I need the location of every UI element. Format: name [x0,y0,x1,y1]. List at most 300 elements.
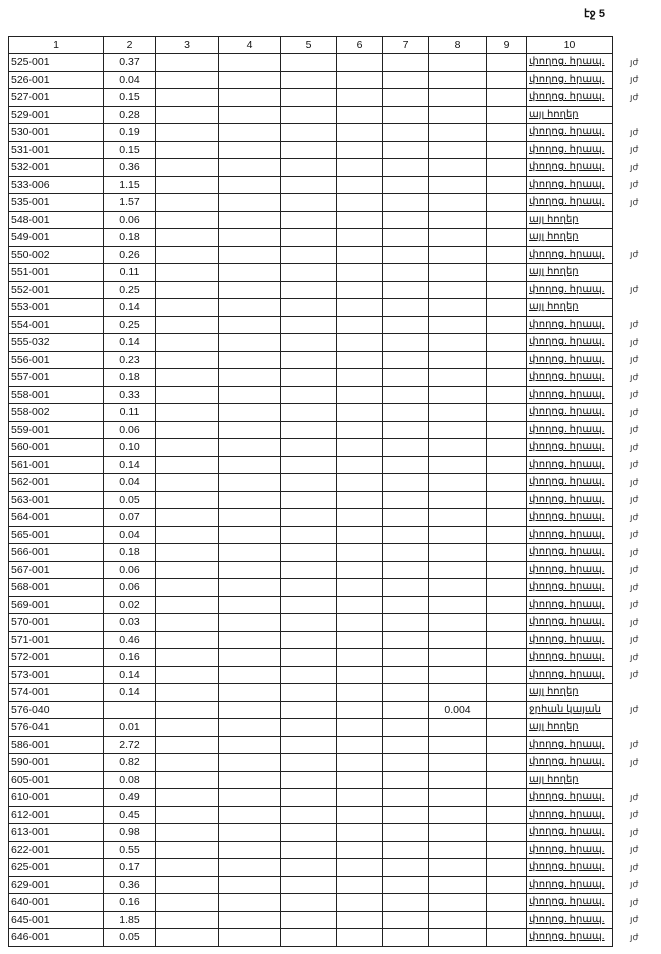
cell-col-10: փողոց. հրապ. [527,54,613,72]
cell-col-6 [337,579,383,597]
margin-mark: յժ [630,144,639,154]
cell-col-8 [429,474,487,492]
cell-col-2: 0.06 [104,421,156,439]
cell-col-6 [337,439,383,457]
cell-col-9 [487,631,527,649]
cell-col-2: 0.82 [104,754,156,772]
cell-col-1: 572-001 [9,649,104,667]
col-header-10: 10 [527,37,613,54]
cell-col-1: 646-001 [9,929,104,947]
cell-col-10: փողոց. հրապ. [527,124,613,142]
cell-col-7 [383,491,429,509]
cell-col-9 [487,334,527,352]
cell-col-9 [487,561,527,579]
cell-col-8 [429,456,487,474]
table-row [9,666,613,684]
table-row [9,421,613,439]
table-row [9,474,613,492]
cell-col-7 [383,911,429,929]
cell-col-1: 640-001 [9,894,104,912]
table-row [9,824,613,842]
cell-col-10: փողոց. հրապ. [527,631,613,649]
cell-col-2: 0.36 [104,159,156,177]
cell-col-10: փողոց. հրապ. [527,614,613,632]
cell-col-5 [281,141,337,159]
cell-col-8 [429,439,487,457]
cell-col-9 [487,789,527,807]
cell-col-9 [487,54,527,72]
table-row [9,141,613,159]
cell-col-10: փողոց. հրապ. [527,596,613,614]
cell-col-5 [281,404,337,422]
cell-col-3 [156,841,219,859]
cell-col-10: փողոց. հրապ. [527,509,613,527]
cell-col-4 [219,666,281,684]
cell-col-3 [156,789,219,807]
cell-col-8 [429,386,487,404]
cell-col-6 [337,316,383,334]
cell-col-3 [156,876,219,894]
cell-col-10: փողոց. հրապ. [527,859,613,877]
cell-col-5 [281,841,337,859]
cell-col-1: 568-001 [9,579,104,597]
table-row [9,894,613,912]
cell-col-8 [429,194,487,212]
cell-col-1: 613-001 [9,824,104,842]
cell-col-7 [383,894,429,912]
margin-mark: յժ [630,529,639,539]
cell-col-5 [281,544,337,562]
cell-col-4 [219,229,281,247]
cell-col-2: 0.37 [104,54,156,72]
cell-col-9 [487,666,527,684]
table-row [9,841,613,859]
cell-col-6 [337,369,383,387]
cell-col-6 [337,509,383,527]
cell-col-4 [219,106,281,124]
cell-col-8 [429,666,487,684]
cell-col-5 [281,859,337,877]
margin-mark: յժ [630,161,639,172]
cell-col-4 [219,89,281,107]
cell-col-10: այլ հողեր [527,264,613,282]
cell-col-2: 0.45 [104,806,156,824]
cell-col-8 [429,246,487,264]
table-row [9,334,613,352]
col-header-2: 2 [104,37,156,54]
cell-col-3 [156,264,219,282]
cell-col-3 [156,316,219,334]
cell-col-1: 557-001 [9,369,104,387]
cell-col-5 [281,579,337,597]
cell-col-8 [429,299,487,317]
table-row [9,806,613,824]
cell-col-4 [219,456,281,474]
cell-col-2: 0.26 [104,246,156,264]
cell-col-1: 622-001 [9,841,104,859]
cell-col-1: 563-001 [9,491,104,509]
cell-col-6 [337,526,383,544]
cell-col-8 [429,334,487,352]
table-row [9,649,613,667]
table-row [9,754,613,772]
cell-col-5 [281,281,337,299]
cell-col-9 [487,421,527,439]
cell-col-7 [383,124,429,142]
cell-col-3 [156,771,219,789]
cell-col-1: 526-001 [9,71,104,89]
cell-col-1: 569-001 [9,596,104,614]
cell-col-8: 0.004 [429,701,487,719]
margin-mark: յժ [630,406,639,417]
table-row [9,544,613,562]
cell-col-7 [383,736,429,754]
cell-col-10: փողոց. հրապ. [527,911,613,929]
cell-col-1: 551-001 [9,264,104,282]
cell-col-4 [219,859,281,877]
cell-col-1: 567-001 [9,561,104,579]
cell-col-7 [383,386,429,404]
cell-col-10: այլ հողեր [527,719,613,737]
cell-col-1: 605-001 [9,771,104,789]
cell-col-3 [156,229,219,247]
cell-col-9 [487,439,527,457]
table-row [9,404,613,422]
cell-col-2: 0.04 [104,526,156,544]
cell-col-10: փողոց. հրապ. [527,281,613,299]
cell-col-2: 0.18 [104,369,156,387]
cell-col-5 [281,369,337,387]
cell-col-6 [337,456,383,474]
cell-col-9 [487,876,527,894]
cell-col-10: փողոց. հրապ. [527,561,613,579]
cell-col-9 [487,246,527,264]
cell-col-1: 554-001 [9,316,104,334]
cell-col-2: 0.01 [104,719,156,737]
cell-col-1: 629-001 [9,876,104,894]
cell-col-6 [337,89,383,107]
cell-col-3 [156,509,219,527]
cell-col-7 [383,509,429,527]
cell-col-9 [487,194,527,212]
cell-col-4 [219,789,281,807]
cell-col-5 [281,71,337,89]
cell-col-2: 0.11 [104,264,156,282]
margin-mark: յժ [630,56,639,67]
cell-col-3 [156,806,219,824]
cell-col-6 [337,229,383,247]
cell-col-3 [156,439,219,457]
margin-mark: յժ [630,424,639,434]
cell-col-2: 0.28 [104,106,156,124]
cell-col-5 [281,89,337,107]
cell-col-6 [337,876,383,894]
cell-col-6 [337,894,383,912]
cell-col-1: 530-001 [9,124,104,142]
cell-col-5 [281,684,337,702]
cell-col-10: փողոց. հրապ. [527,141,613,159]
cell-col-10: փողոց. հրապ. [527,876,613,894]
table-row [9,561,613,579]
cell-col-1: 552-001 [9,281,104,299]
cell-col-7 [383,561,429,579]
cell-col-6 [337,491,383,509]
cell-col-9 [487,894,527,912]
cell-col-3 [156,176,219,194]
cell-col-6 [337,106,383,124]
cell-col-9 [487,806,527,824]
cell-col-2: 0.25 [104,316,156,334]
cell-col-8 [429,141,487,159]
cell-col-8 [429,229,487,247]
cell-col-8 [429,631,487,649]
cell-col-9 [487,369,527,387]
cell-col-2: 0.11 [104,404,156,422]
cell-col-9 [487,264,527,282]
cell-col-4 [219,421,281,439]
cell-col-5 [281,176,337,194]
margin-mark: յժ [630,511,639,522]
cell-col-10: փողոց. հրապ. [527,929,613,947]
cell-col-1: 566-001 [9,544,104,562]
cell-col-2: 0.06 [104,579,156,597]
cell-col-2: 0.46 [104,631,156,649]
cell-col-10: փողոց. հրապ. [527,194,613,212]
cell-col-6 [337,666,383,684]
cell-col-3 [156,54,219,72]
cell-col-10: փողոց. հրապ. [527,439,613,457]
cell-col-9 [487,614,527,632]
cell-col-6 [337,246,383,264]
cell-col-3 [156,281,219,299]
cell-col-5 [281,789,337,807]
cell-col-4 [219,386,281,404]
cell-col-6 [337,649,383,667]
cell-col-8 [429,824,487,842]
margin-mark: յժ [630,861,639,872]
cell-col-4 [219,824,281,842]
cell-col-4 [219,719,281,737]
cell-col-7 [383,649,429,667]
cell-col-3 [156,579,219,597]
cell-col-10: փողոց. հրապ. [527,666,613,684]
cell-col-10: այլ հողեր [527,211,613,229]
cell-col-8 [429,176,487,194]
cell-col-10: փողոց. հրապ. [527,159,613,177]
margin-mark: յժ [630,441,639,452]
cell-col-3 [156,421,219,439]
cell-col-1: 558-002 [9,404,104,422]
cell-col-6 [337,474,383,492]
cell-col-10: փողոց. հրապ. [527,351,613,369]
cell-col-2: 0.55 [104,841,156,859]
margin-mark: յժ [630,704,639,714]
cell-col-7 [383,176,429,194]
cell-col-6 [337,614,383,632]
cell-col-6 [337,841,383,859]
cell-col-8 [429,841,487,859]
cell-col-4 [219,474,281,492]
cell-col-10: փողոց. հրապ. [527,474,613,492]
cell-col-9 [487,544,527,562]
cell-col-2: 0.10 [104,439,156,457]
cell-col-5 [281,334,337,352]
table-row [9,789,613,807]
cell-col-5 [281,159,337,177]
cell-col-9 [487,141,527,159]
cell-col-5 [281,211,337,229]
cell-col-6 [337,264,383,282]
cell-col-2: 0.14 [104,456,156,474]
cell-col-10: փողոց. հրապ. [527,824,613,842]
cell-col-1: 558-001 [9,386,104,404]
cell-col-5 [281,299,337,317]
table-row [9,439,613,457]
cell-col-5 [281,106,337,124]
cell-col-5 [281,561,337,579]
cell-col-9 [487,736,527,754]
cell-col-10: փողոց. հրապ. [527,89,613,107]
cell-col-1: 549-001 [9,229,104,247]
cell-col-6 [337,701,383,719]
cell-col-6 [337,771,383,789]
cell-col-1: 562-001 [9,474,104,492]
cell-col-2: 1.57 [104,194,156,212]
cell-col-4 [219,841,281,859]
cell-col-2: 0.18 [104,544,156,562]
cell-col-5 [281,124,337,142]
cell-col-2: 0.19 [104,124,156,142]
cell-col-1: 532-001 [9,159,104,177]
cell-col-2: 0.07 [104,509,156,527]
cell-col-9 [487,351,527,369]
cell-col-2: 0.04 [104,71,156,89]
cell-col-3 [156,614,219,632]
table-row [9,911,613,929]
cell-col-7 [383,54,429,72]
header-row [9,37,613,54]
cell-col-9 [487,89,527,107]
cell-col-8 [429,421,487,439]
cell-col-7 [383,841,429,859]
table-row [9,351,613,369]
cell-col-8 [429,316,487,334]
cell-col-7 [383,194,429,212]
cell-col-7 [383,141,429,159]
cell-col-7 [383,824,429,842]
cell-col-2: 0.17 [104,859,156,877]
cell-col-1: 645-001 [9,911,104,929]
cell-col-4 [219,806,281,824]
cell-col-4 [219,544,281,562]
cell-col-8 [429,684,487,702]
cell-col-7 [383,701,429,719]
cell-col-4 [219,929,281,947]
table-row [9,859,613,877]
cell-col-5 [281,526,337,544]
cell-col-6 [337,334,383,352]
cell-col-2: 0.14 [104,334,156,352]
cell-col-6 [337,141,383,159]
margin-mark: յժ [630,546,639,557]
cell-col-1: 625-001 [9,859,104,877]
cell-col-4 [219,736,281,754]
cell-col-2: 0.33 [104,386,156,404]
cell-col-7 [383,334,429,352]
cell-col-9 [487,106,527,124]
cell-col-4 [219,561,281,579]
cell-col-2: 0.03 [104,614,156,632]
cell-col-4 [219,334,281,352]
margin-mark: յժ [630,826,639,837]
cell-col-4 [219,176,281,194]
cell-col-2: 0.04 [104,474,156,492]
cell-col-3 [156,561,219,579]
col-header-1: 1 [9,37,104,54]
cell-col-7 [383,806,429,824]
cell-col-9 [487,386,527,404]
cell-col-3 [156,596,219,614]
cell-col-1: 573-001 [9,666,104,684]
cell-col-5 [281,754,337,772]
cell-col-8 [429,736,487,754]
cell-col-3 [156,631,219,649]
cell-col-4 [219,141,281,159]
cell-col-4 [219,771,281,789]
cell-col-3 [156,526,219,544]
table-row [9,316,613,334]
cell-col-5 [281,631,337,649]
cell-col-10: փողոց. հրապ. [527,649,613,667]
cell-col-10: փողոց. հրապ. [527,421,613,439]
cell-col-8 [429,124,487,142]
table-row [9,386,613,404]
cell-col-7 [383,789,429,807]
cell-col-3 [156,474,219,492]
cell-col-8 [429,544,487,562]
cell-col-5 [281,894,337,912]
cell-col-5 [281,509,337,527]
cell-col-2: 0.98 [104,824,156,842]
cell-col-8 [429,106,487,124]
cell-col-2: 0.16 [104,649,156,667]
cell-col-7 [383,579,429,597]
cell-col-7 [383,351,429,369]
cell-col-2: 0.18 [104,229,156,247]
cell-col-4 [219,631,281,649]
cell-col-9 [487,719,527,737]
cell-col-6 [337,124,383,142]
cell-col-9 [487,841,527,859]
cell-col-2: 0.49 [104,789,156,807]
cell-col-10: այլ հողեր [527,299,613,317]
cell-col-5 [281,824,337,842]
cell-col-3 [156,386,219,404]
table-row [9,264,613,282]
cell-col-10: փողոց. հրապ. [527,316,613,334]
cell-col-3 [156,124,219,142]
cell-col-9 [487,771,527,789]
table-row [9,124,613,142]
cell-col-10: փողոց. հրապ. [527,736,613,754]
table-row [9,71,613,89]
cell-col-6 [337,176,383,194]
cell-col-8 [429,159,487,177]
cell-col-5 [281,666,337,684]
cell-col-7 [383,264,429,282]
cell-col-5 [281,911,337,929]
cell-col-1: 531-001 [9,141,104,159]
